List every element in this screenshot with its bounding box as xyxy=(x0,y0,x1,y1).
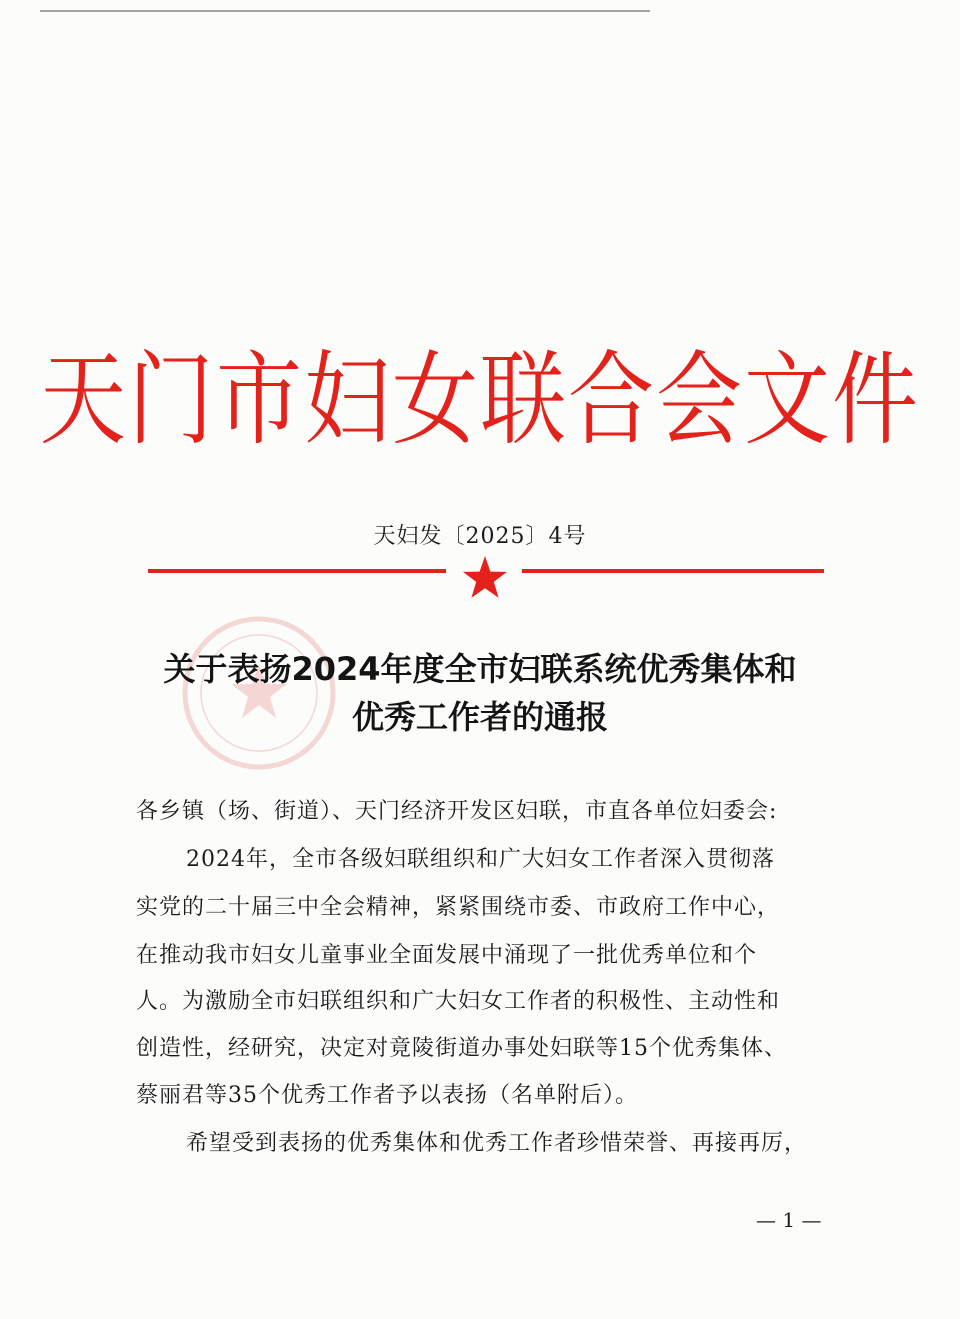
red-separator xyxy=(148,555,824,595)
page-number: — 1 — xyxy=(756,1208,822,1232)
body-paragraph-line: 人。为激励全市妇联组织和广大妇女工作者的积极性、主动性和 xyxy=(136,989,781,1014)
body-paragraph-line: 希望受到表扬的优秀集体和优秀工作者珍惜荣誉、再接再厉， xyxy=(186,1131,808,1156)
body-paragraph-line: 创造性，经研究，决定对竟陵街道办事处妇联等15个优秀集体、 xyxy=(136,1036,787,1061)
body-paragraph-line: 蔡丽君等35个优秀工作者予以表扬（名单附后）。 xyxy=(136,1083,638,1108)
body-paragraph-line: 实党的二十届三中全会精神，紧紧围绕市委、市政府工作中心， xyxy=(136,895,781,920)
separator-line-left xyxy=(148,569,446,573)
document-number: 天妇发〔2025〕4号 xyxy=(373,524,587,549)
scan-edge-line xyxy=(40,10,650,12)
notice-title-line-2: 优秀工作者的通报 xyxy=(351,698,608,736)
notice-title xyxy=(0,645,960,741)
salutation: 各乡镇（场、街道）、天门经济开发区妇联，市直各单位妇委会: xyxy=(136,799,778,824)
body-paragraph-line: 在推动我市妇女儿童事业全面发展中涌现了一批优秀单位和个 xyxy=(136,943,758,968)
red-star-icon xyxy=(462,555,508,599)
notice-title-line-1: 关于表扬2024年度全市妇联系统优秀集体和 xyxy=(163,650,797,688)
body-paragraph-line: 2024年，全市各级妇联组织和广大妇女工作者深入贯彻落 xyxy=(186,847,775,872)
red-header-title: 天门市妇女联合会文件 xyxy=(40,341,920,460)
separator-line-right xyxy=(522,569,824,573)
